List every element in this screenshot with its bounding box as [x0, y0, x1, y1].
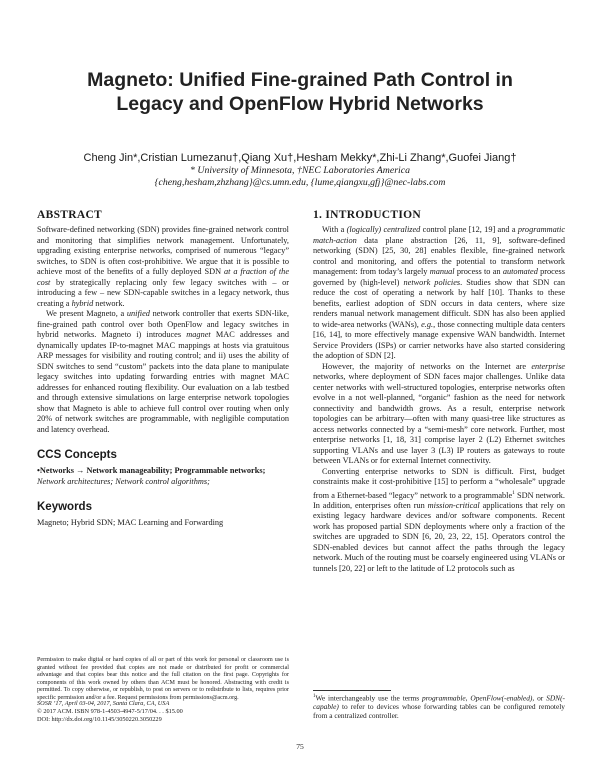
right-column [313, 208, 565, 574]
left-column [37, 208, 289, 529]
conference-info [37, 700, 289, 724]
page-number: 75 [296, 742, 304, 751]
footnote-rule [313, 690, 391, 691]
ccs-heading: CCS Concepts [37, 449, 117, 461]
paper-title [40, 68, 560, 116]
doi-link[interactable]: DOI: http://dx.doi.org/10.1145/3050220.3050229 [37, 716, 162, 723]
affiliation-institutions: * University of Minnesota, †NEC Laboratories America [190, 165, 410, 176]
title-line-1: Magneto: Unified Fine-grained Path Control in [87, 69, 513, 91]
keywords-heading: Keywords [37, 501, 92, 513]
intro-paragraph-1: With a (logically) centralized control plane [12, 19] and a programmatic match-action data plane abstraction [26, 11, 9], software-defined networking (SDN) [25, 30, 28] enables flexible, fine-grained network control and monitoring, and offers the potential to transform network management: from today’s largely manual process to an automated process governed by (high-level) network policies. Studies show that SDN can reduce the cost of operating a network by half [10]. Thanks to these benefits, earliest adoption of SDN occurs in data centers, where size renders manual network management difficult. SDN has also been applied to wide-area networks (WANs), e.g., those connecting multiple data centers [16, 14], to more effectively manage expensive WAN bandwidth. Internet Service Providers (ISPs) or carrier networks have also started considering the adoption of SDN [2]. [313, 225, 566, 360]
affiliations [30, 165, 570, 188]
author-list: Cheng Jin*,Cristian Lumezanu†,Qiang Xu†,Hesham Mekky*,Zhi-Li Zhang*,Guofei Jiang† [83, 152, 517, 164]
abstract-paragraph-1: Software-defined networking (SDN) provides fine-grained network control and monitoring that simplifies network management. Unfortunately, upgrading existing enterprise networks, comprised of numerous “legacy” switches, to SDN is often cost-prohibitive. We argue that it is possible to achieve most of the benefits of a fully deployed SDN at a fraction of the cost by strategically replacing only few legacy switches with – or introducing a few – new SDN-capable switches in a legacy network, thus creating a hybrid network. [37, 225, 289, 308]
abstract-heading: ABSTRACT [37, 209, 103, 221]
conference-venue: SOSR ’17, April 03-04, 2017, Santa Clara, CA, USA [37, 700, 170, 707]
keywords-text: Magneto; Hybrid SDN; MAC Learning and Forwarding [37, 518, 224, 527]
affiliation-emails: {cheng,hesham,zhzhang}@cs.umn.edu, {lume,qiangxu,gfj}@nec-labs.com [154, 176, 446, 188]
copyright-isbn: © 2017 ACM. ISBN 978-1-4503-4947-5/17/04. . . $15.00 [37, 708, 183, 715]
footnote-marker[interactable]: 1 [512, 489, 515, 496]
abstract-paragraph-2: We present Magneto, a unified network controller that exerts SDN-like, fine-grained path control over both OpenFlow and legacy switches in hybrid networks. Magneto i) introduces magnet MAC addresses and dynamically updates IP-to-magnet MAC mappings at hosts via gratuitous ARP messages for visibility and routing control; and ii) uses the ability of SDN switches to send “custom” packets into the data plane to manipulate legacy switches into updating forwarding entries with magnet MAC addresses for enhanced routing flexibility. Our evaluation on a lab testbed and through extensive simulations on large enterprise network topologies show that Magneto is able to achieve full control over routing when only 20% of network switches are programmable, with negligible computation and latency overhead. [37, 309, 289, 434]
title-line-2: Legacy and OpenFlow Hybrid Networks [116, 93, 484, 115]
permission-notice: Permission to make digital or hard copies of all or part of this work for personal or classroom use is granted without fee provided that copies are not made or distributed for profit or commercial advantage and that copies bear this notice and the full citation on the first page. Copyrights for components of this work owned by others than ACM must be honored. Abstracting with credit is permitted. To copy otherwise, or republish, to post on servers or to redistribute to lists, requires prior specific permission and/or a fee. Request permissions from permissions@acm.org. [37, 657, 289, 701]
intro-paragraph-2: However, the majority of networks on the Internet are enterprise networks, where deployment of SDN faces major challenges. Unlike data center networks with well-structured topologies, enterprise networks often evolve in a not well-planned, “organic” fashion as the need for network connectivity and bandwidth grows. As a result, enterprise network topologies can be arbitrary—often with many quasi-tree like structures as access networks connected by a “semi-mesh” core network. Further, most enterprise networks [1, 18, 31] comprise layer 2 (L2) Ethernet switches supporting VLANs and use layer 3 (L3) IP routers as gateways to route between VLANs or for external Internet connectivity. [313, 361, 565, 465]
footnote: $^1$We interchangeably use the terms programmable, OpenFlow(-enabled), or SDN(-capable) to refer to devices whose forwarding tables can be configured remotely from a centralized controller. [313, 693, 566, 721]
ccs-concepts: •Networks → Network manageability; Programmable networks; Network architectures; Network control algorithms; [37, 466, 266, 486]
introduction-heading: 1. INTRODUCTION [313, 209, 422, 221]
intro-paragraph-3: Converting enterprise networks to SDN is difficult. First, budget constraints make it cost-prohibitive [15] to perform a “wholesale” upgrade from a Ethernet-based “legacy” network to a programmable$^1$ SDN network. In addition, enterprises often run mission-critical applications that rely on existing legacy hardware devices and/or software components. Recent work has proposed partial SDN deployments where only a fraction of the switches are upgraded to SDN [6, 20, 23, 22, 15]. Operators control the SDN-enabled devices but cannot affect the paths through the legacy network. Much of the routing must be coarsely engineered using VLANs or tunnels [20, 22] or left to the latitude of L2 protocols such as [313, 466, 565, 573]
